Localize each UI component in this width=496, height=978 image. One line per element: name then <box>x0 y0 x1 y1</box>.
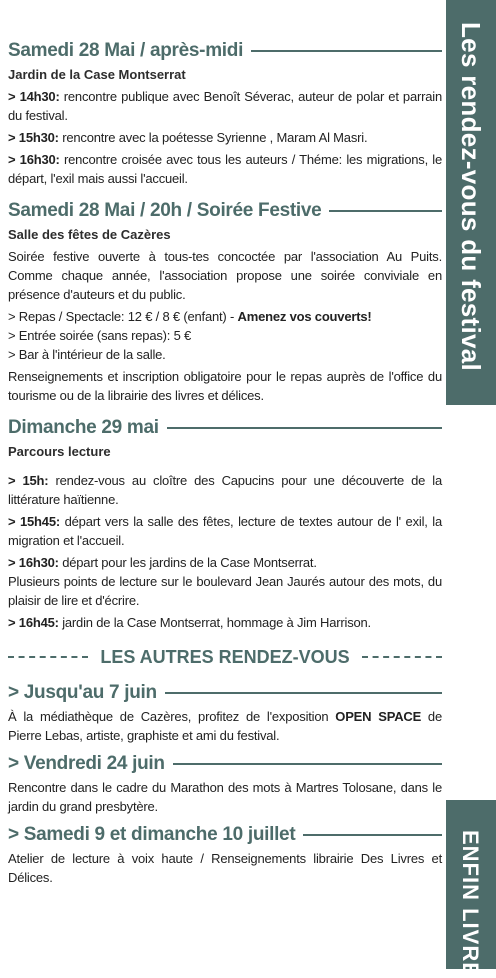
section-venue: Salle des fêtes de Cazères <box>8 227 171 242</box>
program-item: > 16h45: jardin de la Case Montserrat, hommage à Jim Harrison. <box>8 615 371 630</box>
program-item: > 16h30: départ pour les jardins de la Case Montserrat. <box>8 555 317 570</box>
event-heading: > Jusqu'au 7 juin <box>8 682 442 704</box>
section-heading: Samedi 28 Mai / 20h / Soirée Festive <box>8 200 442 222</box>
side-band-brand: ENFIN LIVRE <box>458 830 483 978</box>
section-heading: Samedi 28 Mai / après-midi <box>8 40 442 62</box>
event-text: À la médiathèque de Cazères, profitez de l'exposition OPEN SPACE de Pierre Lebas, artiste, graphiste et ami du festival. <box>8 709 442 743</box>
program-content <box>8 40 442 887</box>
heading-rule <box>167 427 442 429</box>
heading-rule <box>173 763 442 765</box>
event-text: Rencontre dans le cadre du Marathon des mots à Martres Tolosane, dans le jardin du grand presbytère. <box>8 780 442 814</box>
heading-rule <box>329 210 442 212</box>
section-heading: Dimanche 29 mai <box>8 417 442 439</box>
program-extra: Plusieurs points de lecture sur le boulevard Jean Jaurés autour des mots, du plaisir de lire et d'écrire. <box>8 574 442 608</box>
side-band-title: Les rendez-vous du festival <box>456 22 486 372</box>
program-item: > 15h30: rencontre avec la poétesse Syrienne , Maram Al Masri. <box>8 130 368 145</box>
event-heading: > Vendredi 24 juin <box>8 753 442 775</box>
event-heading: > Samedi 9 et dimanche 10 juillet <box>8 824 442 846</box>
heading-rule <box>165 692 442 694</box>
other-events-divider <box>8 646 442 668</box>
heading-rule <box>251 50 442 52</box>
bar-line: > Bar à l'intérieur de la salle. <box>8 347 166 362</box>
program-item: > 15h: rendez-vous au cloître des Capucins pour une découverte de la littérature haïtienne. <box>8 473 442 507</box>
program-item: > 15h45: départ vers la salle des fêtes, lecture de textes autour de l' exil, la migration et l'accueil. <box>8 514 442 548</box>
side-band-bottom <box>446 800 496 978</box>
price-line: > Repas / Spectacle: 12 € / 8 € (enfant) - Amenez vos couverts! <box>8 309 372 324</box>
side-band-top <box>446 0 496 405</box>
program-item: > 16h30: rencontre croisée avec tous les auteurs / Théme: les migrations, le départ, l'exil mais aussi l'accueil. <box>8 152 442 186</box>
entry-line: > Entrée soirée (sans repas): 5 € <box>8 328 192 343</box>
other-events-title: LES AUTRES RENDEZ-VOUS <box>100 647 350 667</box>
heading-rule <box>303 834 442 836</box>
section-venue: Jardin de la Case Montserrat <box>8 67 186 82</box>
program-item: > 14h30: rencontre publique avec Benoît Séverac, auteur de polar et parrain du festival. <box>8 89 442 123</box>
info-text: Renseignements et inscription obligatoire pour le repas auprès de l'office du tourisme ou de la librairie des livres et délices. <box>8 369 442 403</box>
section-intro: Soirée festive ouverte à tous-tes concoctée par l'association Au Puits. Comme chaque année, l'association propose une soirée conviviale en présence d'auteurs et du public. <box>8 249 442 302</box>
event-text: Atelier de lecture à voix haute / Renseignements librairie Des Livres et Délices. <box>8 851 442 885</box>
section-venue: Parcours lecture <box>8 444 111 459</box>
